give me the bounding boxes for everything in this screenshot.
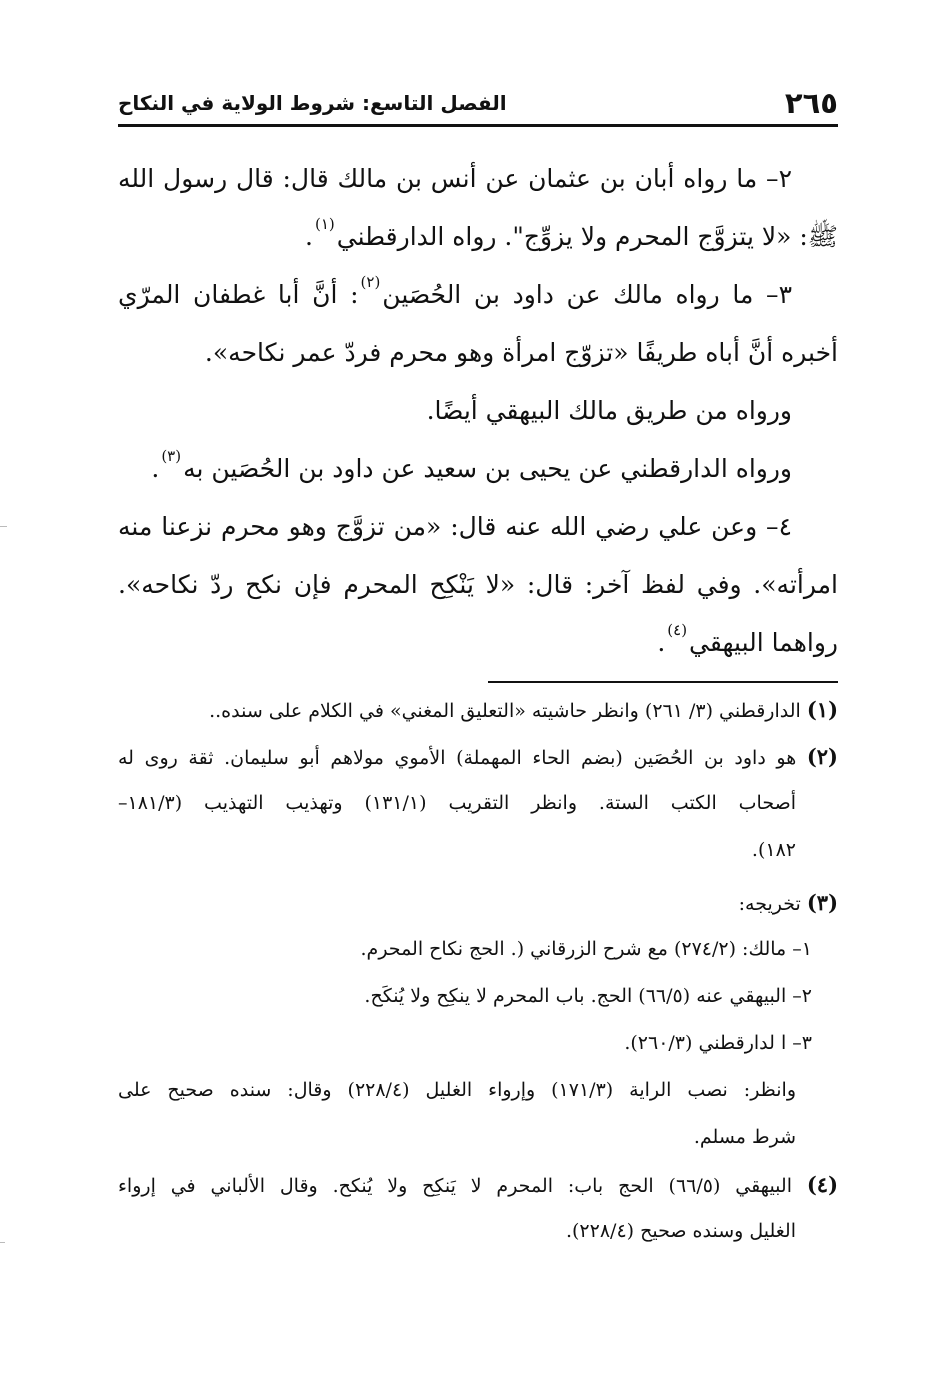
footnote-1-text: الدارقطني (٣/ ٢٦١) وانظر حاشيته «التعليق المغني» في الكلام على سنده.. <box>209 700 801 722</box>
footnote-3-marker: (٣) <box>806 890 838 915</box>
footnote-3-item-2: ٢– البيهقي عنه (٦٦/٥) الحج. باب المحرم لا ينكِح ولا يُنكَح. <box>364 985 812 1007</box>
footnote-2-line-2: أصحاب الكتب الستة. وانظر التقريب (١٣١/١) وتهذيب التهذيب (١٨١/٣– <box>118 792 796 814</box>
paragraph-2-line-1: ٢– ما رواه أبان بن عثمان عن أنس بن مالك قال: قال رسول الله <box>118 164 792 193</box>
footnote-2-line-3: ١٨٢). <box>751 839 796 861</box>
footnotes <box>118 686 838 1255</box>
footnote-1 <box>118 686 838 733</box>
paragraph-3-line-4: ورواه الدارقطني عن يحيى بن سعيد عن داود بن الحُصَين به$^{(٣)}$. <box>151 447 792 483</box>
page-number: ٢٦٥ <box>784 86 838 120</box>
footnote-ref-4[interactable]: (٤) <box>667 621 688 639</box>
paragraph-3-line-1: ٣– ما رواه مالك عن داود بن الحُصَين$^{(٢)}$: أنَّ أبا غطفان المرّي <box>118 273 792 309</box>
footnote-3-item-1: ١– مالك: (٢٧٤/٢) مع شرح الزرقاني (. الحج نكاح المحرم. <box>360 938 812 960</box>
footnote-separator <box>488 681 838 683</box>
footnote-2-marker: (٢) <box>806 744 838 769</box>
footnote-2-line-1: (٢) هو داود بن الحُصَين (بضم الحاء المهملة) الأموي مولاهم أبو سليمان. ثقة روى له <box>118 744 838 769</box>
footnote-ref-2[interactable]: (٢) <box>360 273 381 291</box>
footnote-3-heading: (٣) تخريجه: <box>738 890 838 915</box>
running-header <box>118 86 838 120</box>
paragraph-4-line-1: ٤– وعن علي رضي الله عنه قال: «من تزوَّج وهو محرم نزعنا منه <box>118 512 792 541</box>
margin-mark <box>0 526 7 527</box>
footnote-4-line-2: الغليل وسنده صحيح (٢٢٨/٤). <box>565 1220 796 1242</box>
paragraph-4-line-2: امرأته». وفي لفظ آخر: قال: «لا يَنْكِح المحرم فإن نكح ردّ نكاحه». <box>118 570 838 599</box>
footnote-3-see-also-1: وانظر: نصب الراية (١٧١/٣) وإرواء الغليل (٢٢٨/٤) وقال: سنده صحيح على <box>118 1079 797 1101</box>
footnote-3-item-3: ٣– ا لدارقطني (٢٦٠/٣). <box>624 1032 812 1054</box>
running-title: الفصل التاسع: شروط الولاية في النكاح <box>118 91 507 115</box>
header-rule <box>118 124 838 127</box>
footnote-ref-1[interactable]: (١) <box>315 215 335 233</box>
footnote-1-marker: (١) <box>806 697 838 722</box>
footnote-4-line-1: (٤) البيهقي (٦٦/٥) الحج باب: المحرم لا يَنكِح ولا يُنكح. وقال الألباني في إرواء <box>118 1172 838 1197</box>
footnote-4-marker: (٤) <box>806 1172 838 1197</box>
footnote-3-see-also-2: شرط مسلم. <box>693 1126 796 1148</box>
paragraph-3-line-2: أخبره أنَّ أباه طريفًا «تزوّج امرأة وهو محرم فردّ عمر نكاحه». <box>204 338 838 367</box>
paragraph-2-line-2: ﷺ: «لا يتزوَّج المحرم ولا يزوِّج". رواه الدارقطني$^{(١)}$. <box>305 215 838 251</box>
paragraph-4-line-3: رواهما البيهقي$^{(٤)}$. <box>657 621 838 657</box>
main-text <box>118 150 838 672</box>
footnote-ref-3[interactable]: (٣) <box>161 447 182 465</box>
margin-mark-lower <box>0 1242 5 1243</box>
paragraph-3-line-3: ورواه من طريق مالك البيهقي أيضًا. <box>426 396 792 425</box>
